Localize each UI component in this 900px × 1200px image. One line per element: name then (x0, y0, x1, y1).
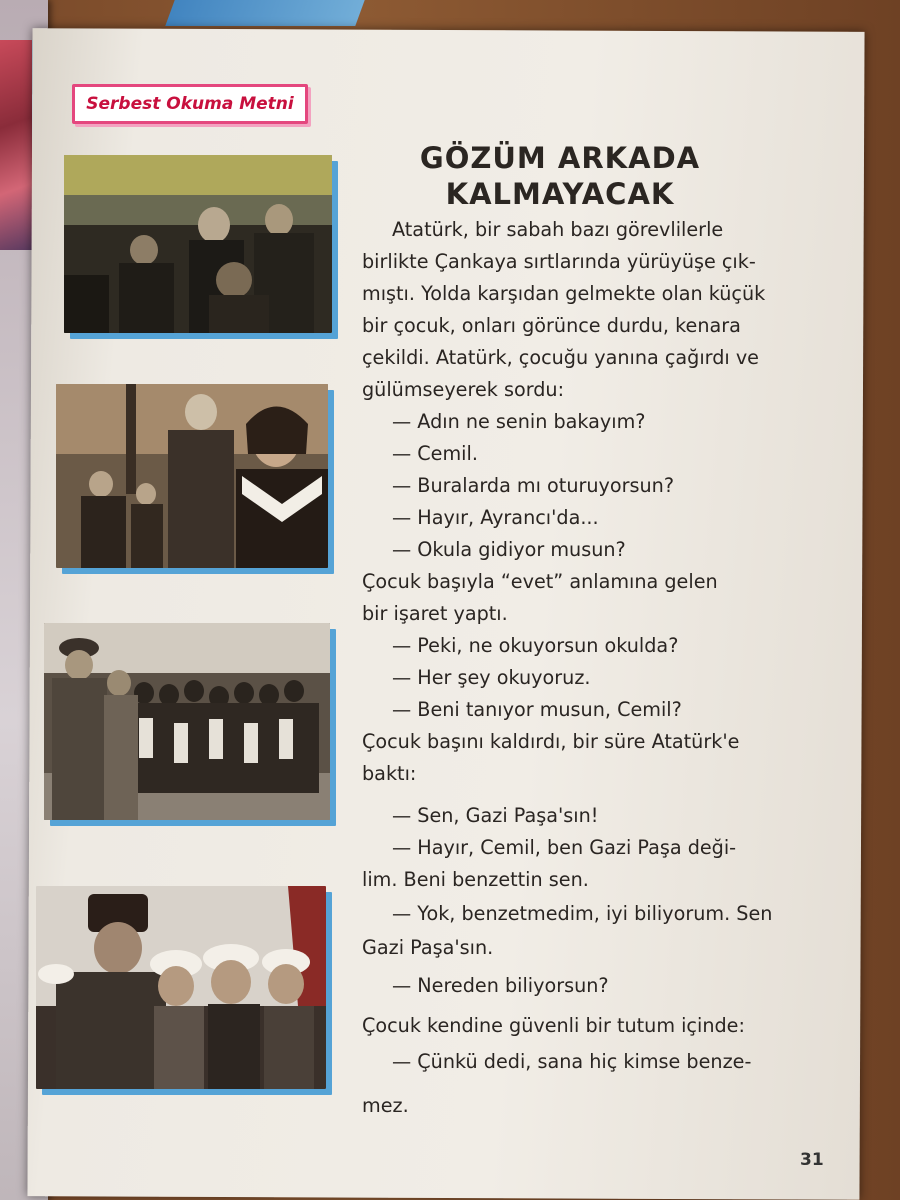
photo-2 (56, 384, 328, 568)
text-line: — Hayır, Cemil, ben Gazi Paşa deği- (392, 836, 737, 859)
text-line: — Buralarda mı oturuyorsun? (392, 474, 675, 497)
text-line: gülümseyerek sordu: (362, 378, 565, 401)
text-line: birlikte Çankaya sırtlarında yürüyüşe çık- (362, 250, 756, 273)
text-line: — Çünkü dedi, sana hiç kimse benze- (392, 1050, 752, 1073)
page-number: 31 (800, 1150, 824, 1170)
section-tag (72, 84, 308, 124)
text-line: çekildi. Atatürk, çocuğu yanına çağırdı ve (362, 346, 759, 369)
book-edge (165, 0, 364, 26)
text-line: — Her şey okuyoruz. (392, 666, 591, 689)
text-line: — Nereden biliyorsun? (392, 974, 609, 997)
title-line-2: KALMAYACAK (445, 177, 675, 211)
text-line: Çocuk kendine güvenli bir tutum içinde: (362, 1014, 745, 1037)
historical-photo-icon (64, 155, 332, 333)
text-line: — Beni tanıyor musun, Cemil? (392, 698, 682, 721)
text-line: mıştı. Yolda karşıdan gelmekte olan küçük (362, 282, 766, 305)
historical-photo-icon (36, 886, 326, 1089)
photo-4 (36, 886, 326, 1089)
text-line: bir işaret yaptı. (362, 602, 508, 625)
text-line: — Sen, Gazi Paşa'sın! (392, 804, 599, 827)
photo-1 (64, 155, 332, 333)
photo-3 (44, 623, 330, 820)
text-line: — Hayır, Ayrancı'da... (392, 506, 599, 529)
historical-photo-icon (44, 623, 330, 820)
text-line: — Cemil. (392, 442, 478, 465)
text-line: — Peki, ne okuyorsun okulda? (392, 634, 679, 657)
text-line: Çocuk başını kaldırdı, bir süre Atatürk'e (362, 730, 740, 753)
text-line: Atatürk, bir sabah bazı görevlilerle (392, 218, 724, 241)
adjacent-photo (0, 40, 36, 250)
text-line: mez. (362, 1094, 409, 1117)
text-line: lim. Beni benzettin sen. (362, 868, 589, 891)
text-line: — Okula gidiyor musun? (392, 538, 626, 561)
historical-photo-icon (56, 384, 328, 568)
text-line: Gazi Paşa'sın. (362, 936, 494, 959)
article-title (380, 140, 740, 212)
text-line: Çocuk başıyla “evet” anlamına gelen (362, 570, 718, 593)
text-line: bir çocuk, onları görünce durdu, kenara (362, 314, 741, 337)
text-line: — Adın ne senin bakayım? (392, 410, 646, 433)
title-line-1: GÖZÜM ARKADA (419, 141, 701, 175)
text-line: — Yok, benzetmedim, iyi biliyorum. Sen (392, 902, 773, 925)
text-line: baktı: (362, 762, 417, 785)
section-tag-label: Serbest Okuma Metni (86, 94, 294, 114)
